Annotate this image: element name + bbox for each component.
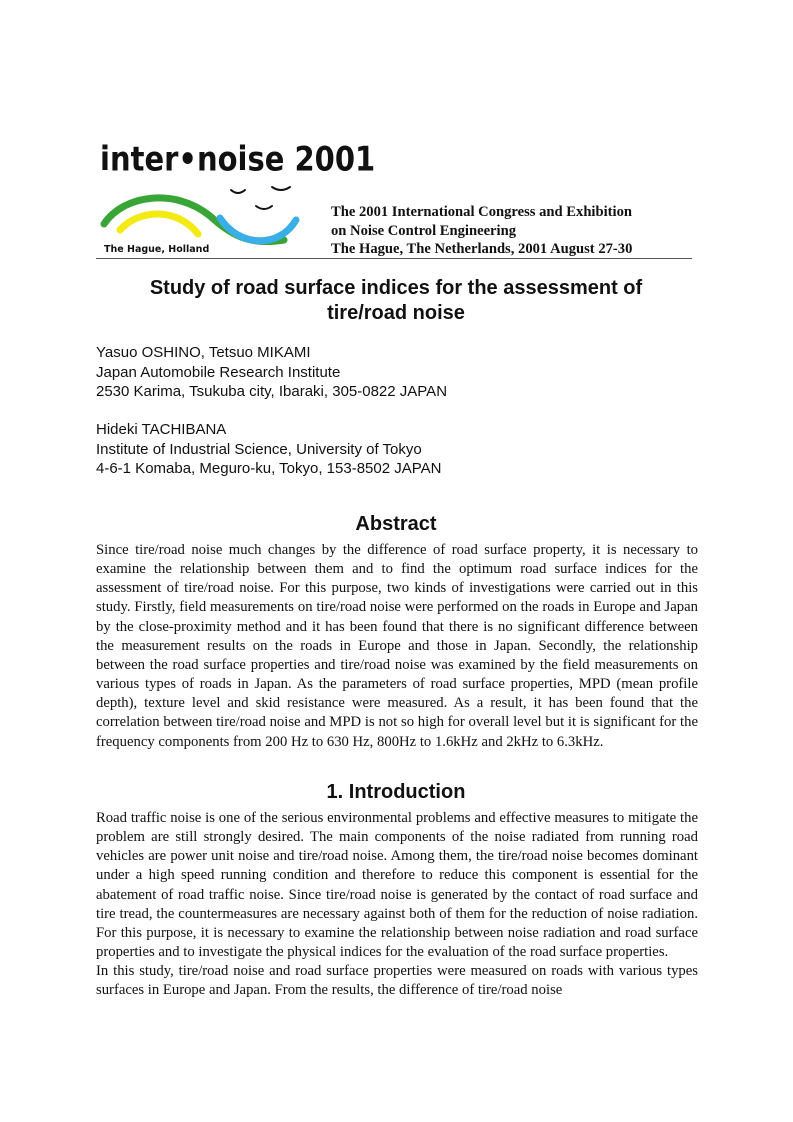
author-institution: Japan Automobile Research Institute	[96, 363, 341, 381]
conference-logo-wordmark: inter•noise 2001	[100, 138, 376, 179]
congress-line: on Noise Control Engineering	[331, 222, 517, 239]
logo-smile-mark	[272, 187, 290, 190]
congress-info	[331, 203, 691, 259]
author-block	[96, 343, 447, 402]
logo-smile-mark	[256, 206, 272, 209]
header-divider	[96, 258, 692, 259]
author-names: Hideki TACHIBANA	[96, 421, 227, 438]
author-address: 2530 Karima, Tsukuba city, Ibaraki, 305-0822 JAPAN	[96, 383, 448, 401]
logo-yellow-wave	[120, 214, 198, 234]
author-names: Yasuo OSHINO, Tetsuo MIKAMI	[96, 344, 311, 361]
introduction-paragraph: In this study, tire/road noise and road surface properties were measured on roads with various types surfaces in Europe and Japan. From the results, the difference of tire/road noise	[96, 963, 698, 999]
congress-line: The 2001 International Congress and Exhibition	[331, 204, 632, 220]
abstract-heading: Abstract	[355, 513, 437, 535]
logo-smile-mark	[231, 190, 245, 193]
author-institution: Institute of Industrial Science, University of Tokyo	[96, 440, 422, 458]
introduction-heading: 1. Introduction	[326, 781, 466, 803]
abstract-text: Since tire/road noise much changes by the difference of road surface property, it is necessary to examine the relationship between them and to find the optimum road surface indices for the assessment of tire/road noise. For this purpose, two kinds of investigations were carried out in this study. Firstly, field measurements on tire/road noise were performed on the roads in Europe and Japan by the close-proximity method and it has been found that there is no significant difference between the measurement results on the roads in Europe and those in Japan. Secondly, the relationship between the road surface properties and tire/road noise was examined by the field measurements on various types of roads in Japan. As the parameters of road surface properties, MPD (mean profile depth), texture level and skid resistance were measured. As a result, it has been found that the correlation between tire/road noise and MPD is not so high for overall level but it is significant for the frequency components from 200 Hz to 630 Hz, 800Hz to 1.6kHz and 2kHz to 6.3kHz.	[96, 542, 698, 750]
introduction-paragraph: Road traffic noise is one of the serious environmental problems and effective measures to mitigate the problem are still strongly desired. The main components of the noise radiated from running road vehicles are power unit noise and tire/road noise. Among them, the tire/road noise becomes dominant under a high speed running condition and therefore to reduce this component is essential for the abatement of road traffic noise. Since tire/road noise is generated by the contact of road surface and tire tread, the countermeasures are necessary against both of them for the reduction of noise radiation. For this purpose, it is necessary to examine the relationship between noise radiation and road surface properties and to investigate the physical indices for the evaluation of the road surface properties.	[96, 810, 698, 961]
paper-title-line: tire/road noise	[327, 302, 465, 324]
paper-title-line: Study of road surface indices for the assessment of	[149, 277, 643, 299]
author-block	[96, 420, 441, 479]
conference-logo-place: The Hague, Holland	[104, 244, 210, 255]
congress-line: The Hague, The Netherlands, 2001 August 27-30	[331, 241, 633, 257]
author-address: 4-6-1 Komaba, Meguro-ku, Tokyo, 153-8502 JAPAN	[96, 460, 442, 478]
paper-title	[96, 276, 696, 326]
